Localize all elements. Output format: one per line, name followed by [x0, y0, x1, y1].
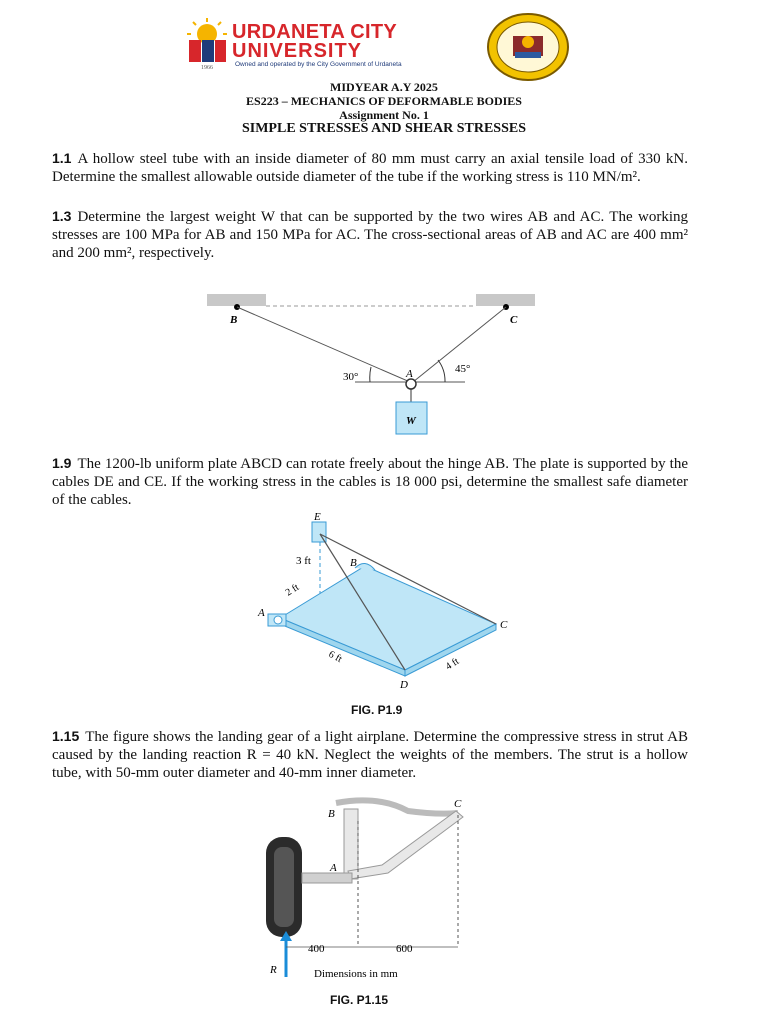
dim-2ft: 2 ft	[283, 582, 302, 599]
label-b: B	[350, 557, 357, 569]
angle-45: 45°	[455, 363, 471, 375]
problem-number: 1.9	[52, 455, 72, 471]
dim-600: 600	[396, 943, 413, 955]
logo-year: 1966	[201, 65, 213, 70]
label-a: A	[330, 862, 337, 874]
figure-1-15	[258, 795, 478, 990]
problem-1-3	[52, 207, 688, 262]
problem-number: 1.3	[52, 208, 72, 224]
university-name-line2: UNIVERSITY	[232, 40, 363, 62]
dim-4ft: 4 ft	[443, 656, 462, 673]
dim-6ft: 6 ft	[326, 648, 344, 666]
label-c: C	[454, 798, 462, 810]
label-r: R	[270, 964, 277, 976]
problem-number: 1.15	[52, 728, 80, 744]
fig-caption-p1-15: FIG. P1.15	[330, 993, 389, 1007]
problem-text: Determine the largest weight W that can be supported by the two wires AB and AC. The working stresses are 100 MPa for AB and 150 MPa for AC. The cross-sectional areas of AB and AC are 400 mm² and 200 mm², respectively.	[52, 209, 688, 261]
label-w: W	[406, 415, 416, 427]
label-a: A	[406, 368, 413, 380]
fig-caption-p1-9: FIG. P1.9	[351, 703, 403, 717]
university-logo	[185, 18, 230, 70]
city-seal	[485, 12, 571, 82]
course-line: ES223 – MECHANICS OF DEFORMABLE BODIES	[246, 94, 522, 108]
problem-text: The 1200-lb uniform plate ABCD can rotate freely about the hinge AB. The plate is supported by the cables DE and CE. If the working stress in the cables is 18 000 psi, determine the smallest safe diameter of the cables.	[52, 456, 688, 508]
term-line: MIDYEAR A.Y 2025	[330, 80, 438, 94]
problem-number: 1.1	[52, 150, 72, 166]
problem-1-1	[52, 149, 688, 186]
university-name-line1: URDANETA CITY	[232, 21, 398, 43]
label-c: C	[500, 619, 508, 631]
label-d: D	[400, 679, 408, 691]
dim-400: 400	[308, 943, 325, 955]
label-e: E	[314, 511, 321, 523]
figure-1-3	[200, 288, 545, 448]
dim-3ft: 3 ft	[296, 555, 311, 567]
problem-1-15	[52, 727, 688, 782]
dims-note: Dimensions in mm	[314, 968, 398, 980]
university-tagline: Owned and operated by the City Government of Urdaneta	[235, 61, 402, 68]
assignment-line: Assignment No. 1	[339, 108, 429, 122]
label-a: A	[258, 607, 265, 619]
label-c: C	[510, 314, 518, 326]
angle-30: 30°	[343, 371, 359, 383]
label-b: B	[230, 314, 238, 326]
problem-text: A hollow steel tube with an inside diameter of 80 mm must carry an axial tensile load of 330 kN. Determine the smallest allowable outside diameter of the tube if the working stress is 110 MN/m².	[52, 151, 688, 185]
figure-1-9	[250, 508, 530, 693]
problem-1-9	[52, 454, 688, 509]
label-b: B	[328, 808, 335, 820]
problem-text: The figure shows the landing gear of a light airplane. Determine the compressive stress in strut AB caused by the landing reaction R = 40 kN. Neglect the weights of the members. The strut is a hollow tube, with 50-mm outer diameter and 40-mm inner diameter.	[52, 729, 688, 781]
topic-line: SIMPLE STRESSES AND SHEAR STRESSES	[241, 121, 526, 136]
